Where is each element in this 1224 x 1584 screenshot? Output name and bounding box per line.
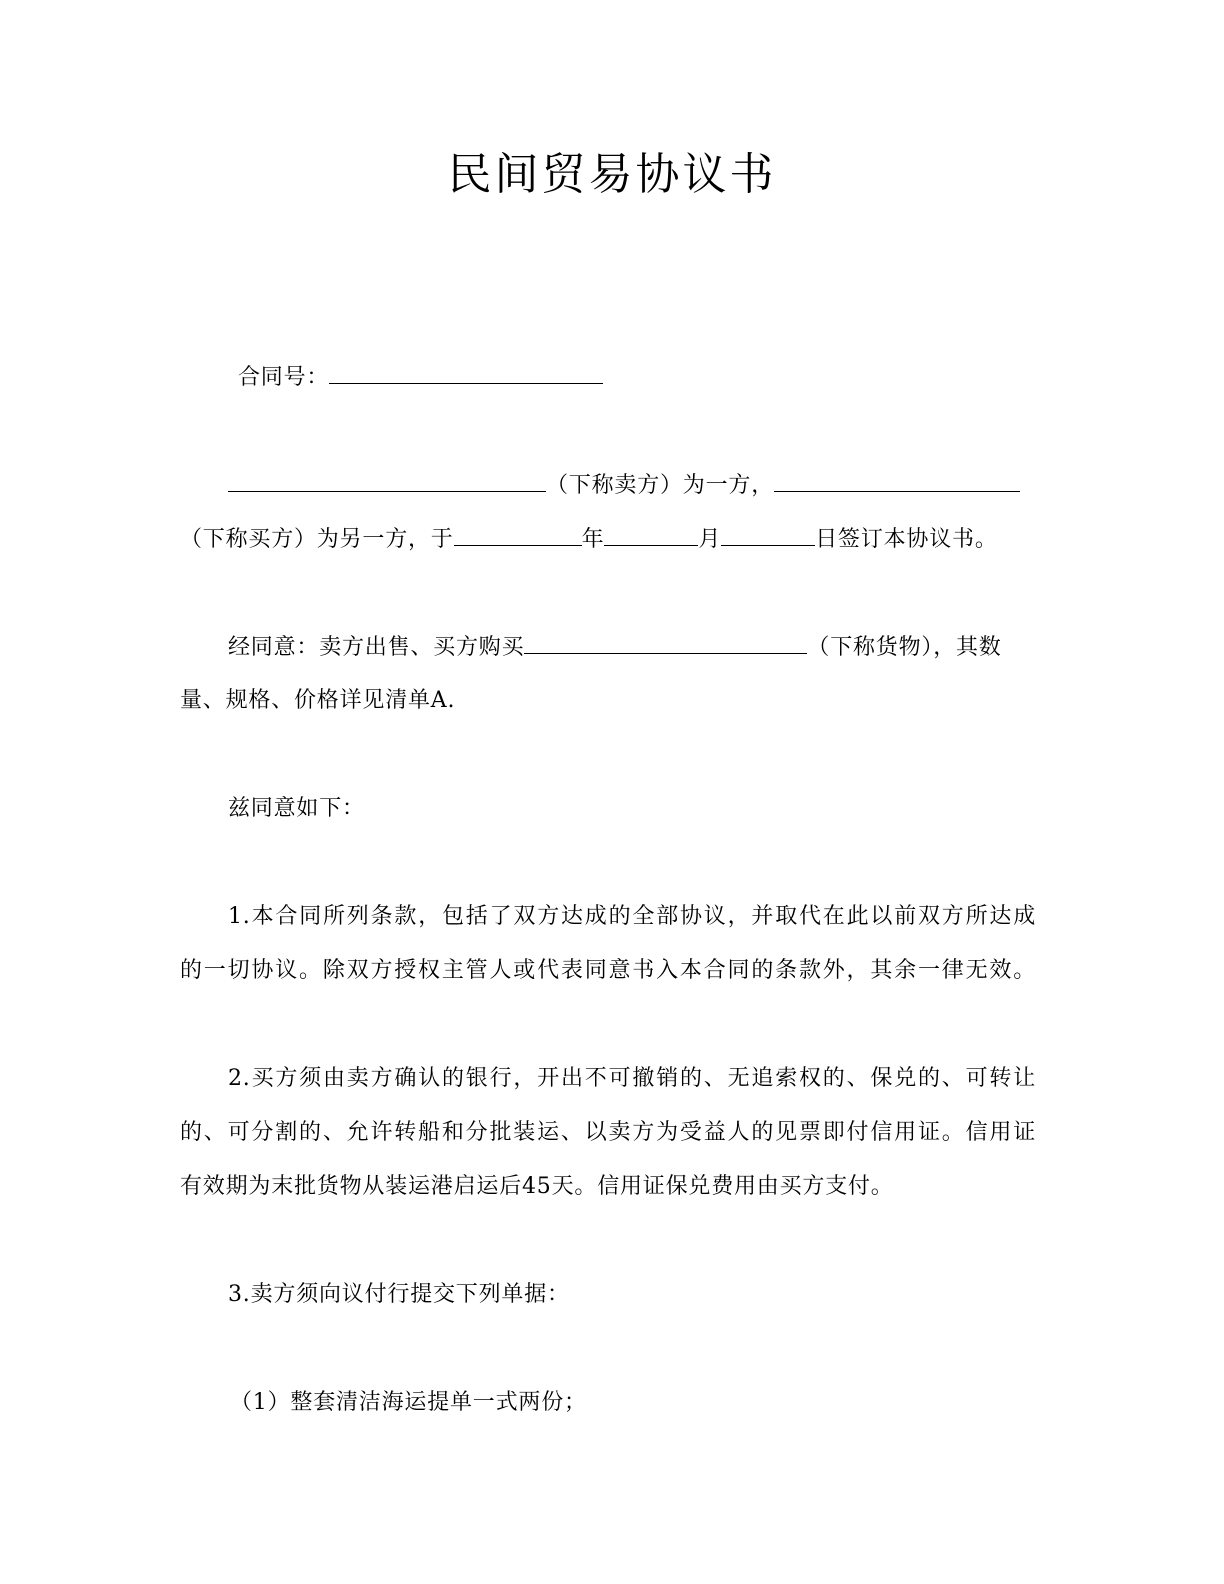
month-blank[interactable] — [604, 523, 698, 546]
document-title: 民间贸易协议书 — [447, 149, 777, 200]
day-suffix-text: 日签订本协议书。 — [815, 527, 998, 552]
buyer-prefix-text: （下称买方）为另一方，于 — [180, 527, 454, 552]
agreement-intro: 兹同意如下： — [228, 796, 365, 821]
month-label: 月 — [698, 527, 722, 552]
year-label: 年 — [581, 527, 605, 552]
clause-2-line-2: 的、可分割的、允许转船和分批装运、以卖方为受益人的见票即付信用证。信用证 — [180, 1120, 1036, 1145]
parties-line-1 — [228, 469, 1088, 502]
goods-line-2: 量、规格、价格详见清单A. — [180, 688, 456, 713]
contract-number-line — [238, 361, 1098, 394]
contract-number-label: 合同号： — [238, 365, 330, 390]
clause-2-line-1: 2.买方须由卖方确认的银行，开出不可撤销的、无追索权的、保兑的、可转让 — [228, 1066, 1036, 1091]
goods-suffix-text: （下称货物），其数 — [807, 635, 1002, 660]
clause-2-line-3: 有效期为末批货物从装运港启运后45天。信用证保兑费用由买方支付。 — [180, 1174, 894, 1199]
clause-1-line-1: 1.本合同所列条款，包括了双方达成的全部协议，并取代在此以前双方所达成 — [228, 904, 1036, 929]
goods-prefix-text: 经同意：卖方出售、买方购买 — [228, 635, 525, 660]
clause-1-line-2: 的一切协议。除双方授权主管人或代表同意书入本合同的条款外，其余一律无效。 — [180, 958, 1036, 983]
goods-line-1 — [228, 631, 1036, 664]
contract-number-blank[interactable] — [329, 361, 603, 384]
clause-3-line: 3.卖方须向议付行提交下列单据： — [228, 1282, 570, 1307]
day-blank[interactable] — [721, 523, 815, 546]
year-blank[interactable] — [454, 523, 582, 546]
seller-suffix-text: （下称卖方）为一方， — [546, 473, 775, 498]
seller-name-blank[interactable] — [228, 469, 546, 492]
buyer-name-blank[interactable] — [774, 469, 1020, 492]
parties-line-2 — [180, 523, 1040, 556]
document-item-1: （1）整套清洁海运提单一式两份； — [230, 1390, 587, 1415]
goods-name-blank[interactable] — [524, 631, 807, 654]
